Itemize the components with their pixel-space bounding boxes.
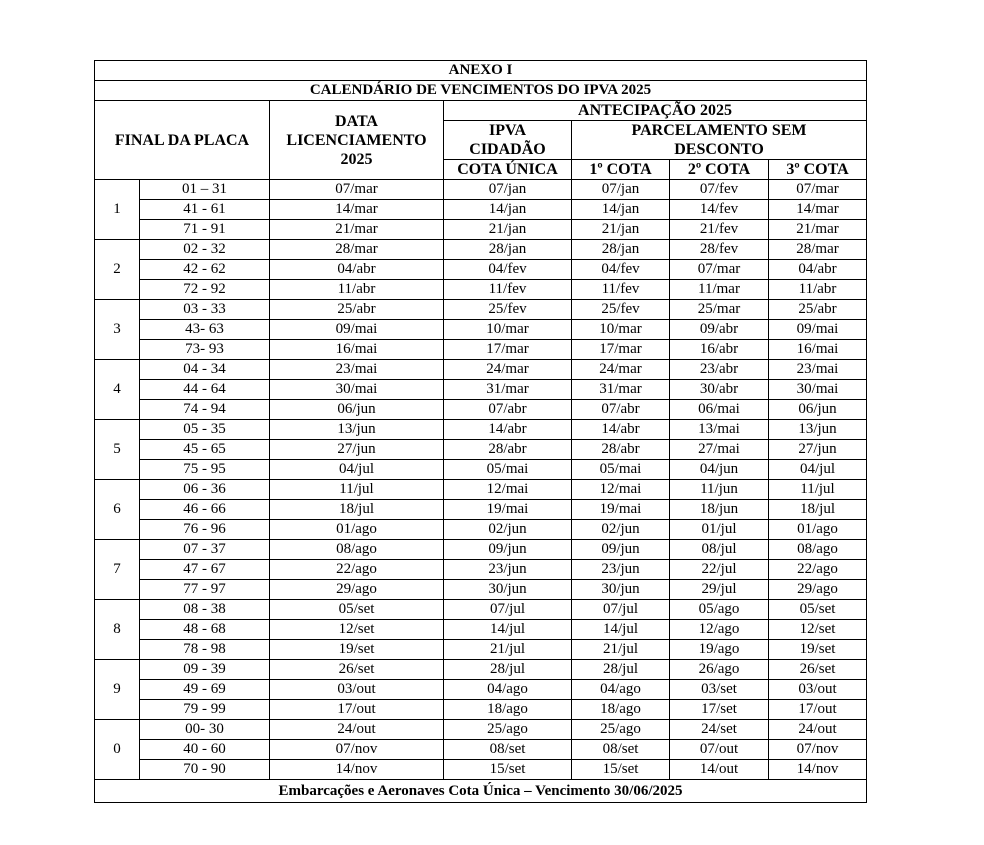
cota-unica-date-cell: 21/jul (444, 640, 572, 660)
plate-range-cell: 73- 93 (140, 340, 270, 360)
plate-range-cell: 48 - 68 (140, 620, 270, 640)
table-row (95, 460, 867, 480)
licenciamento-date-cell: 14/mar (270, 200, 444, 220)
cota-2-date-cell: 24/set (670, 720, 769, 740)
plate-range-cell: 49 - 69 (140, 680, 270, 700)
plate-range-cell: 76 - 96 (140, 520, 270, 540)
plate-range-cell: 08 - 38 (140, 600, 270, 620)
cota-2-date-cell: 07/mar (670, 260, 769, 280)
data-licenciamento-line-3: 2025 (340, 150, 373, 168)
cota-unica-date-cell: 04/fev (444, 260, 572, 280)
licenciamento-date-cell: 03/out (270, 680, 444, 700)
table-row (95, 280, 867, 300)
plate-range-cell: 01 – 31 (140, 180, 270, 200)
plate-range-cell: 79 - 99 (140, 700, 270, 720)
cota-2-date-cell: 23/abr (670, 360, 769, 380)
cota-1-date-cell: 25/ago (572, 720, 670, 740)
plate-range-cell: 02 - 32 (140, 240, 270, 260)
cota-unica-date-cell: 25/ago (444, 720, 572, 740)
cota-unica-date-cell: 07/abr (444, 400, 572, 420)
ipva-cidadao-line-1: IPVA (488, 122, 527, 139)
annex-title: ANEXO I (95, 61, 867, 81)
cota-1-date-cell: 18/ago (572, 700, 670, 720)
plate-final-digit: 3 (95, 300, 140, 360)
plate-range-cell: 07 - 37 (140, 540, 270, 560)
cota-3-date-cell: 27/jun (769, 440, 867, 460)
plate-range-cell: 72 - 92 (140, 280, 270, 300)
cota-unica-date-cell: 18/ago (444, 700, 572, 720)
plate-range-cell: 00- 30 (140, 720, 270, 740)
cota-2-date-cell: 11/mar (670, 280, 769, 300)
plate-final-digit: 5 (95, 420, 140, 480)
ipva-calendar-table (94, 60, 867, 803)
cota-2-date-cell: 21/fev (670, 220, 769, 240)
plate-final-digit: 6 (95, 480, 140, 540)
licenciamento-date-cell: 01/ago (270, 520, 444, 540)
data-licenciamento-line-2: LICENCIAMENTO (286, 131, 427, 149)
cota-1-date-cell: 25/fev (572, 300, 670, 320)
plate-range-cell: 71 - 91 (140, 220, 270, 240)
table-row (95, 360, 867, 380)
table-row (95, 640, 867, 660)
licenciamento-date-cell: 07/mar (270, 180, 444, 200)
licenciamento-date-cell: 24/out (270, 720, 444, 740)
table-row (95, 500, 867, 520)
cota-1-date-cell: 14/jul (572, 620, 670, 640)
licenciamento-date-cell: 16/mai (270, 340, 444, 360)
cota-2-date-cell: 26/ago (670, 660, 769, 680)
plate-final-digit: 4 (95, 360, 140, 420)
plate-final-digit: 2 (95, 240, 140, 300)
cota-1-date-cell: 21/jan (572, 220, 670, 240)
cota-3-date-cell: 22/ago (769, 560, 867, 580)
cota-2-date-cell: 05/ago (670, 600, 769, 620)
licenciamento-date-cell: 28/mar (270, 240, 444, 260)
cota-3-date-cell: 07/nov (769, 740, 867, 760)
table-row (95, 200, 867, 220)
cota-1-date-cell: 12/mai (572, 480, 670, 500)
cota-1-date-cell: 02/jun (572, 520, 670, 540)
cota-3-date-cell: 25/abr (769, 300, 867, 320)
cota-3-date-cell: 16/mai (769, 340, 867, 360)
plate-final-digit: 9 (95, 660, 140, 720)
cota-2-date-cell: 03/set (670, 680, 769, 700)
plate-range-cell: 47 - 67 (140, 560, 270, 580)
parcelamento-line-2: DESCONTO (674, 141, 764, 158)
licenciamento-date-cell: 25/abr (270, 300, 444, 320)
cota-3-date-cell: 01/ago (769, 520, 867, 540)
licenciamento-date-cell: 11/jul (270, 480, 444, 500)
cota-1-date-cell: 04/ago (572, 680, 670, 700)
licenciamento-date-cell: 22/ago (270, 560, 444, 580)
cota-2-date-cell: 29/jul (670, 580, 769, 600)
cota-unica-date-cell: 31/mar (444, 380, 572, 400)
cota-1-date-cell: 05/mai (572, 460, 670, 480)
cota-3-date-cell: 12/set (769, 620, 867, 640)
cota-unica-date-cell: 12/mai (444, 480, 572, 500)
cota-1-date-cell: 14/abr (572, 420, 670, 440)
licenciamento-date-cell: 23/mai (270, 360, 444, 380)
table-row (95, 180, 867, 200)
cota-3-date-cell: 11/jul (769, 480, 867, 500)
table-row (95, 660, 867, 680)
cota-2-date-cell: 09/abr (670, 320, 769, 340)
cota-2-date-cell: 13/mai (670, 420, 769, 440)
licenciamento-date-cell: 08/ago (270, 540, 444, 560)
cota-1-date-cell: 17/mar (572, 340, 670, 360)
licenciamento-date-cell: 09/mai (270, 320, 444, 340)
cota-3-date-cell: 23/mai (769, 360, 867, 380)
licenciamento-date-cell: 12/set (270, 620, 444, 640)
cota-unica-date-cell: 24/mar (444, 360, 572, 380)
cota-3-date-cell: 03/out (769, 680, 867, 700)
plate-range-cell: 45 - 65 (140, 440, 270, 460)
cota-3-date-cell: 19/set (769, 640, 867, 660)
licenciamento-date-cell: 06/jun (270, 400, 444, 420)
cota-1-date-cell: 24/mar (572, 360, 670, 380)
cota-unica-date-cell: 14/jan (444, 200, 572, 220)
ipva-cidadao-header (444, 121, 572, 160)
cota-3-date-cell: 21/mar (769, 220, 867, 240)
cota-unica-date-cell: 15/set (444, 760, 572, 780)
table-row (95, 260, 867, 280)
cota-3-date-cell: 24/out (769, 720, 867, 740)
licenciamento-date-cell: 27/jun (270, 440, 444, 460)
cota-3-header: 3º COTA (769, 160, 867, 180)
plate-final-digit: 0 (95, 720, 140, 780)
cota-1-date-cell: 09/jun (572, 540, 670, 560)
cota-2-date-cell: 06/mai (670, 400, 769, 420)
licenciamento-date-cell: 05/set (270, 600, 444, 620)
cota-unica-date-cell: 04/ago (444, 680, 572, 700)
cota-2-date-cell: 07/fev (670, 180, 769, 200)
cota-1-date-cell: 07/abr (572, 400, 670, 420)
plate-range-cell: 06 - 36 (140, 480, 270, 500)
data-licenciamento-header (270, 101, 444, 180)
table-row (95, 320, 867, 340)
parcelamento-header (572, 121, 867, 160)
calendar-title: CALENDÁRIO DE VENCIMENTOS DO IPVA 2025 (95, 81, 867, 101)
plate-range-cell: 74 - 94 (140, 400, 270, 420)
cota-3-date-cell: 06/jun (769, 400, 867, 420)
table-row (95, 580, 867, 600)
cota-3-date-cell: 08/ago (769, 540, 867, 560)
table-row (95, 240, 867, 260)
licenciamento-date-cell: 14/nov (270, 760, 444, 780)
final-placa-header: FINAL DA PLACA (95, 101, 270, 180)
cota-2-date-cell: 16/abr (670, 340, 769, 360)
licenciamento-date-cell: 13/jun (270, 420, 444, 440)
plate-range-cell: 04 - 34 (140, 360, 270, 380)
cota-1-date-cell: 07/jul (572, 600, 670, 620)
cota-2-date-cell: 19/ago (670, 640, 769, 660)
cota-unica-date-cell: 30/jun (444, 580, 572, 600)
cota-unica-date-cell: 17/mar (444, 340, 572, 360)
table-row (95, 740, 867, 760)
cota-unica-date-cell: 05/mai (444, 460, 572, 480)
cota-unica-date-cell: 14/jul (444, 620, 572, 640)
cota-unica-date-cell: 23/jun (444, 560, 572, 580)
cota-3-date-cell: 14/nov (769, 760, 867, 780)
table-row (95, 300, 867, 320)
cota-1-date-cell: 28/jan (572, 240, 670, 260)
table-row (95, 540, 867, 560)
table-row (95, 420, 867, 440)
table-row (95, 600, 867, 620)
licenciamento-date-cell: 11/abr (270, 280, 444, 300)
cota-2-date-cell: 08/jul (670, 540, 769, 560)
cota-unica-date-cell: 14/abr (444, 420, 572, 440)
cota-1-date-cell: 10/mar (572, 320, 670, 340)
cota-3-date-cell: 07/mar (769, 180, 867, 200)
plate-range-cell: 77 - 97 (140, 580, 270, 600)
cota-3-date-cell: 30/mai (769, 380, 867, 400)
footer-note: Embarcações e Aeronaves Cota Única – Vencimento 30/06/2025 (95, 780, 867, 803)
licenciamento-date-cell: 30/mai (270, 380, 444, 400)
cota-unica-date-cell: 09/jun (444, 540, 572, 560)
licenciamento-date-cell: 04/abr (270, 260, 444, 280)
cota-3-date-cell: 29/ago (769, 580, 867, 600)
cota-unica-header: COTA ÚNICA (444, 160, 572, 180)
antecipacao-header: ANTECIPAÇÃO 2025 (444, 101, 867, 121)
cota-3-date-cell: 28/mar (769, 240, 867, 260)
table-row (95, 480, 867, 500)
parcelamento-line-1: PARCELAMENTO SEM (631, 122, 807, 139)
table-row (95, 560, 867, 580)
plate-final-digit: 7 (95, 540, 140, 600)
cota-2-date-cell: 18/jun (670, 500, 769, 520)
cota-1-date-cell: 11/fev (572, 280, 670, 300)
cota-2-date-cell: 17/set (670, 700, 769, 720)
cota-unica-date-cell: 10/mar (444, 320, 572, 340)
cota-1-date-cell: 08/set (572, 740, 670, 760)
table-row (95, 340, 867, 360)
plate-range-cell: 75 - 95 (140, 460, 270, 480)
table-row (95, 620, 867, 640)
plate-range-cell: 43- 63 (140, 320, 270, 340)
cota-3-date-cell: 18/jul (769, 500, 867, 520)
table-row (95, 520, 867, 540)
cota-2-date-cell: 22/jul (670, 560, 769, 580)
licenciamento-date-cell: 04/jul (270, 460, 444, 480)
cota-2-date-cell: 01/jul (670, 520, 769, 540)
licenciamento-date-cell: 07/nov (270, 740, 444, 760)
cota-1-date-cell: 04/fev (572, 260, 670, 280)
cota-3-date-cell: 17/out (769, 700, 867, 720)
table-row (95, 720, 867, 740)
licenciamento-date-cell: 17/out (270, 700, 444, 720)
cota-unica-date-cell: 02/jun (444, 520, 572, 540)
cota-1-date-cell: 21/jul (572, 640, 670, 660)
cota-2-date-cell: 25/mar (670, 300, 769, 320)
cota-2-date-cell: 27/mai (670, 440, 769, 460)
plate-range-cell: 44 - 64 (140, 380, 270, 400)
licenciamento-date-cell: 18/jul (270, 500, 444, 520)
cota-unica-date-cell: 08/set (444, 740, 572, 760)
table-row (95, 440, 867, 460)
cota-unica-date-cell: 19/mai (444, 500, 572, 520)
cota-3-date-cell: 05/set (769, 600, 867, 620)
cota-unica-date-cell: 28/jan (444, 240, 572, 260)
cota-3-date-cell: 09/mai (769, 320, 867, 340)
cota-3-date-cell: 04/jul (769, 460, 867, 480)
cota-1-date-cell: 31/mar (572, 380, 670, 400)
table-row (95, 760, 867, 780)
plate-range-cell: 42 - 62 (140, 260, 270, 280)
licenciamento-date-cell: 29/ago (270, 580, 444, 600)
plate-range-cell: 05 - 35 (140, 420, 270, 440)
cota-unica-date-cell: 28/abr (444, 440, 572, 460)
cota-2-header: 2º COTA (670, 160, 769, 180)
table-row (95, 680, 867, 700)
licenciamento-date-cell: 21/mar (270, 220, 444, 240)
cota-1-date-cell: 28/abr (572, 440, 670, 460)
cota-3-date-cell: 14/mar (769, 200, 867, 220)
plate-range-cell: 78 - 98 (140, 640, 270, 660)
plate-range-cell: 46 - 66 (140, 500, 270, 520)
cota-1-date-cell: 28/jul (572, 660, 670, 680)
cota-3-date-cell: 26/set (769, 660, 867, 680)
ipva-cidadao-line-2: CIDADÃO (469, 141, 546, 158)
table-row (95, 700, 867, 720)
cota-1-date-cell: 23/jun (572, 560, 670, 580)
cota-2-date-cell: 04/jun (670, 460, 769, 480)
cota-unica-date-cell: 07/jul (444, 600, 572, 620)
cota-2-date-cell: 14/out (670, 760, 769, 780)
cota-3-date-cell: 04/abr (769, 260, 867, 280)
cota-1-date-cell: 14/jan (572, 200, 670, 220)
cota-unica-date-cell: 21/jan (444, 220, 572, 240)
cota-unica-date-cell: 11/fev (444, 280, 572, 300)
cota-unica-date-cell: 25/fev (444, 300, 572, 320)
plate-range-cell: 70 - 90 (140, 760, 270, 780)
cota-1-date-cell: 15/set (572, 760, 670, 780)
cota-1-header: 1º COTA (572, 160, 670, 180)
plate-range-cell: 03 - 33 (140, 300, 270, 320)
cota-1-date-cell: 07/jan (572, 180, 670, 200)
cota-2-date-cell: 30/abr (670, 380, 769, 400)
table-row (95, 220, 867, 240)
cota-1-date-cell: 19/mai (572, 500, 670, 520)
cota-1-date-cell: 30/jun (572, 580, 670, 600)
table-row (95, 380, 867, 400)
cota-3-date-cell: 11/abr (769, 280, 867, 300)
data-licenciamento-line-1: DATA (335, 112, 378, 130)
licenciamento-date-cell: 26/set (270, 660, 444, 680)
cota-2-date-cell: 12/ago (670, 620, 769, 640)
plate-final-digit: 1 (95, 180, 140, 240)
cota-3-date-cell: 13/jun (769, 420, 867, 440)
cota-2-date-cell: 07/out (670, 740, 769, 760)
cota-2-date-cell: 11/jun (670, 480, 769, 500)
cota-unica-date-cell: 28/jul (444, 660, 572, 680)
plate-range-cell: 41 - 61 (140, 200, 270, 220)
plate-final-digit: 8 (95, 600, 140, 660)
plate-range-cell: 40 - 60 (140, 740, 270, 760)
table-row (95, 400, 867, 420)
cota-unica-date-cell: 07/jan (444, 180, 572, 200)
licenciamento-date-cell: 19/set (270, 640, 444, 660)
cota-2-date-cell: 28/fev (670, 240, 769, 260)
cota-2-date-cell: 14/fev (670, 200, 769, 220)
plate-range-cell: 09 - 39 (140, 660, 270, 680)
